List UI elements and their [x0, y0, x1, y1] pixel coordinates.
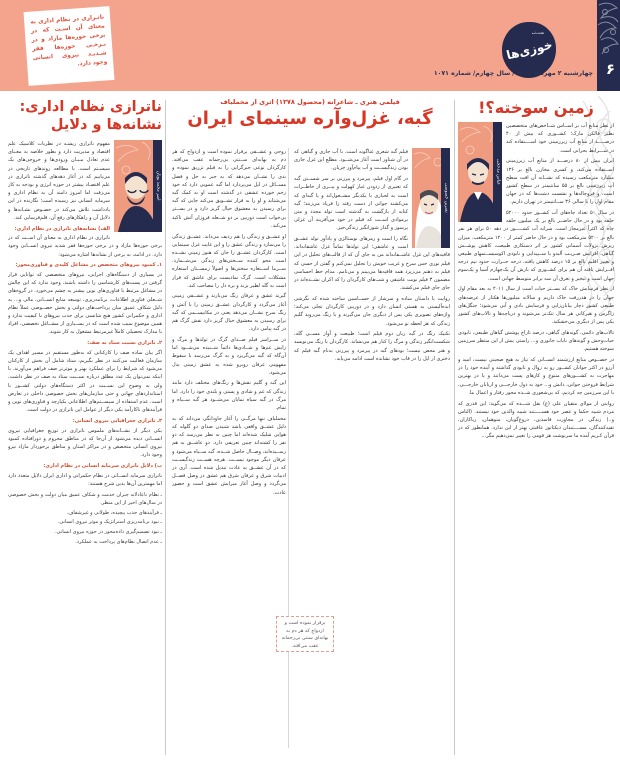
body-paragraph: یکی دیگر از نشــانه‌های ملموس ناترازی در توزیع جغرافیایی نیروی انســانی دیده می‌شود از آن‌جا که در مناطق محروم و دورافتاده کمبود نیروی انسانی متخصص و در مراکز استان و مناطق برخوردار مازاد نیرو وجود دارد.	[8, 427, 162, 459]
article-body	[8, 140, 162, 712]
column-rule	[288, 148, 289, 748]
body-paragraph: این گبه و گلیم نقش‌ها و رنگ‌های مختلف دارد مانند زندگی که غم و شادی و پستی و بلندی خود را دارد. اما مرگ در گبه سیاه نمایان می‌شــود هر گبه ســیاه و تمام.	[172, 380, 286, 412]
body-paragraph: از نظر منابع آب بر اســاس شــاخص‌های متخصصین نظیر فالکن مارک؛ کشــوری که بیش از ۴۰ درصـــــد از منابع آب زیرزمینی خود اســــتفاده کند در شـــرایط بحرانی است.	[506, 123, 614, 154]
logo-subtitle: هفته‌نامه	[531, 31, 544, 35]
body-paragraph: ناترازی سرمایه انســانی در نظام حکمرانی و اداری ایران دلایل متعدد دارد اما مهمترین آن‌ها بدین شرح هستند:	[8, 472, 162, 487]
body-paragraph: روایت با داستان ساده و سرشار از حســاسین ساخته شده که نگرشی ایده‌آلیستی به هستی انسان دارد و در دوربین کارگردان تجلی می‌کند؛ واژه‌های تصویری یکی پس از دیگری جان می‌گیرند و با رنگ می‌روید گلیم زندگی که هر لحظه نو می‌شود.	[294, 295, 450, 327]
body-paragraph: نگاه را است و رمزهای نوستالژی و یادآور تولد عشــق است و عاشقی؛ این تولدها تماماً غزل عاشقانه‌اند. قافیه‌های این غزل عاشــقانه‌اند من به جای آن که از قالب‌های تحلیل در این فیلم نوری حس سرخ و غریب خویش را تحلیل نمی‌کنم و گفتن از حسی که فیلم به ذهنم می‌ریزد همه قافیه‌ها می‌بینم و می‌نامم. مدام خط احساسی مضمون ۳ فیلم نوبت عاشقی و شب‌های کارگردان را که اکران نشــده‌اند در جای جای فیلم می‌کشند.	[294, 236, 450, 292]
body-paragraph: در خصــوص منابع ارزشمند انســانی که نیاز به هیچ صحبتی نیست، امید و آرزو در اکثر جوانان کشــور رو به زوال و نابودی گذاشته و آینده خود را در مهاجرت به کشـــورهای متنوع و کارهای پست می‌دانند و یا در بهترین شرایط فروختن جوانی، دانش و... خود به دول خارجـــی و اربابان خارجـــی، با این سرزمین چه کردیم، که بی‌شعوری شــده محور رفتار و اعمال ما.	[458, 356, 614, 396]
pull-quote: برقرار نموده است و ازدواج که هر دم به بهانه‌ای سنتی بی‌رحمانه عقب می‌افتد.	[276, 616, 334, 652]
body-paragraph: گیرند عشق و عرفان رنگ می‌بازند و عشــقی زمینی آغاز می‌گردد و کارگردان عشــق زمینی را با آتش و رنگ سرخ نشــان می‌دهد یعنی در مکانیســمی که گبه برای رسیدن به معشوق خیال گریز دارد نقش گرگ هم در گبه پیامی دارد.	[172, 293, 286, 333]
article-body	[458, 122, 614, 752]
body-paragraph: ۲ـ ناترازی نسبت ستاد به صف:	[87, 340, 162, 347]
date-line: چهارشنبه ۲ مهرماه ۱۴۰۴ / سال چهارم/ شماره ۱۰۷۱	[433, 70, 593, 77]
body-paragraph: فیلم گبه شعری غناگونه است، با آب جاری و گیاهی که در آن شناور است آغاز می‌شــود. مطلع این غزل جاری بودن زندگیســت و آب پیام‌آور جریان.	[294, 149, 408, 172]
body-paragraph: در ســراسر فیلم صــدای گرگ در تولدها و مرگ و زایش غم‌ها و شــادی‌ها دائماً شــنیده می‌شــود اما آن‌گاه که گبه می‌گریزد و به گرگ می‌رسد با سقوط مفهومی عرفان روبرو شده به عشق زمینی بدل می‌شود.	[172, 336, 286, 376]
title-line-1: ناترازی نظام اداری:	[19, 99, 162, 115]
highlight-quote-box	[24, 6, 115, 86]
body-paragraph: روایتی از مولای متقیان علی (ع) نقل شـــده که می‌گوید: این قدری که مردم شبیه حکما و عصر خود هســـــتند شبیه والدین خود نیستند. (الناس و..) زندگی در مجاورت فاسدین، دروغ‌گویان، متوهمان، ریاکاران، تقیه‌کنندگان، مســــتبدان دیکتاتور عاقبتی بهتر از این ندارد. همانطور که در قرآن کـریم آمده ما سرنوشت هر قومی را تغییر نمی‌دهیم مگر...	[458, 400, 614, 440]
column-rule	[165, 100, 166, 755]
body-paragraph: تکنیک رنگ در گبه زبان دوم فیلم است؛ طبیعت و آواز مســی گله، شکست‌انگیز زندگی و مرگ را کنار هم می‌نشاند. کارگردان با رنگ می‌نویسد و هنر محض نیست؛ بودهای گبه در پیرمرد و پیرزنی به‌نام گبه فیلم که دختری از ایل را در قاب خود نشانده است ادامه می‌یابد.	[294, 331, 450, 362]
body-paragraph: ـ نبود برنامه‌ریزی استراتژیک و موثر نیروی انسانی.	[57, 519, 162, 526]
article-paragraphs	[172, 148, 286, 497]
author-photo	[412, 148, 450, 248]
article-admin-imbalance	[8, 98, 162, 712]
title-line-2: نشانه‌ها و دلایل	[50, 117, 162, 133]
body-paragraph: در بسیاری از دستگاه‌های اجرایی، نیروهای متخصصی که توانایی قرار گرفتن در پست‌های کارشناسی را داشته باشند، وجود ندارد که این چالش در مشاغل مرتبط با فناوری‌های نوین بیشتر به چشم می‌خورد. در گروه‌های شــغلی فناوری اطلاعات، برنامه‌ریزی، توسعه منابع انســانی، مالی و... به دلیل شکاف عمیق میان پرداخت‌های دولتی و بخش خصــوصی عملاً نظام اداری و حکمرانی کشور هیچ شانسی برای جذب نیروهای با کیفیت ندارد و همین موضوع سبب شده است که در بســیاری از مشــاغل تخصصی، افراد با مدارک تحصیلی کاملاً غیرمرتبط مشغول به کار شوند.	[8, 272, 162, 336]
quote-text: ناتـرازی در نظام اداری به معنای آن اسـت که در برخی حوزه‌ها مازاد و در بـرخـی حوزه‌ها فقر شـدیـد نیروی انسانی وجود دارد.	[30, 14, 108, 68]
author-name-strip: عباس مدحجی	[493, 122, 502, 222]
body-paragraph: ـ عدم اتصال نظام‌های پرداخت به عملکرد.	[75, 538, 162, 545]
article-scorched-earth	[458, 98, 614, 752]
body-paragraph: الف) نشانه‌های ناترازی در نظام اداری:	[14, 225, 110, 232]
article-column-left	[172, 148, 286, 751]
page-number: ۶	[605, 60, 615, 78]
body-paragraph: ب) دلایل ناترازی سرمایه انسانی در نظام اداری:	[43, 463, 162, 470]
author-name-strip: امیر محمد پویان	[153, 140, 162, 232]
article-title: زمین سوخته؟!	[478, 98, 594, 117]
article-gabbeh-review	[170, 98, 450, 496]
article-title	[8, 98, 162, 134]
body-paragraph: او عشــق و زندگی را هم ردیف می‌داند. عشــق زندگی را می‌سازد و زندگی عشق را و این غایت غزل سینمایی است. کارگردان عشــق را جان که هنوز زمینی نشــده است محو کننده ســختی‌های زندگی می‌شــمارد. ســرما اســتعاره سختی‌ها و اصولاً زمســتان استعاره مشکلات است. گرگ نمادیست برای عاشق که قرار است به گله لطیر بزند و بره دل را مصاحب کند.	[172, 233, 286, 289]
floral-pattern-icon	[597, 0, 620, 60]
body-paragraph: اگر بیان ساده صف را کارکنانی که به‌طور مستقیم در مسیر اهداف یک سازمان فعالیت می‌کنند در نظر بگیریم، ستاد شامل آن بخش از کارکنان می‌شود که شرایط را برای عملکرد بهتر و موثرتر صف فراهم می‌آورند. با اینکه نمی‌توان یک عدد مطلق درباره نســبت ستاد به صف در نظر داشت، ولی به وضوح این نســبت در اکثر دستگاه‌های دولتی کشــور با استانداردهای جهانی و حتی سازمان‌های بخش خصوصی داخلی در تعارض است. عدم استفاده از سیســتم‌های اطلاعاتی یکپارچه و فناوری‌های نوین و فرآیندهای ناکارآمد یکی دیگر از عوامل این ناترازی در دولت است.	[8, 349, 162, 414]
author-photo	[458, 122, 502, 222]
body-paragraph: تالاب‌های دائمی، گونه‌های گیاهی، درصد تاراج پوشش گیاهان طبیعی، نابودی حیات‌وحش و گونه‌های نایاب جانوری و... راستی بیش از این منتظر سرزمین سوخته هستیم.	[458, 329, 614, 353]
article-kicker: فیلمی هنری ـ شاعرانه (محصول ۱۳۷۸) اثری از مخملباف	[220, 98, 400, 106]
author-photo	[114, 140, 162, 232]
body-paragraph: ایران بیش از ۸۰ درصـــد از منابع آب زیرزمینی اســتفاده می‌کند، و کسری مخازن بالغ بر ۱۳۶ میلیارد مترمکعب رسیده که نشــانه آن افت سطح آب زیرزمینی بالغ بر ۵۵ سانتیمتر در سطح کشور است، و فروچاله‌ها و نشست دشت‌ها که در جهان مقام اول را با سالی ۳۶ ســانتیمتر در تهران داریم.	[506, 158, 614, 206]
body-paragraph: مفهوم ناترازی ریشـه در نظریات کلاسیک علم اقتصاد و مدیریت دارد و بطور خلاصه به معـنای عدم تعادل مـیـان ورودی‌ها و خروجی‌های یک سیسـتم است. با مطالعه روندهای تاریخی در می‌یابیم که در آغاز دهه‌های گذشته ناترازی در علم اقتصـاد بیشتر در حوزه انرژی و بودجه به کار می‌رفت اما امروز دامنه آن به نظام اداری و سرمایه انسانی نیز رسیده است؛ نگارنده در این یادداشت تلاش می‌کند در خصـوص نشـانه‌ها و دلایل آن و راهکارهای رفع آن، قلم‌فرسایی کند.	[8, 141, 110, 221]
body-paragraph: از نظر فرسایش خاک که بســتر حیات است از سال ۲۰۱۱ به بعد مقام اول جهان را در هدررفت خاک داریم و سالانه میلیون‌ها هکتار از عرصه‌های طبیعی کشور دچار بیابان‌زایی و فرسایش بادی و آبی می‌شود؛ جنگل‌های زاگرس و هیرکانی هر سال تنک‌تر می‌شوند و دریاچه‌ها و تالاب‌های کشور یکی پس از دیگری می‌خشکند.	[458, 286, 614, 326]
column-rule	[454, 100, 455, 755]
body-paragraph: روحی و عشــقی برقرار نموده است و ازدواج که هر دم به بهانه‌ای ســنتی بی‌رحمانه عقب می‌افتد. کارگردان نوعی جبرگرایی را به فیلم تزریق نموده و بدی را نشــان می‌دهد که به جبر به حل و فصل مســائل در ایل می‌پردازد اما گبه عمویی دارد که خود زخم خورده عشقی در گذشته است او به کمک گبه می‌شتابد و او را به فرار تشــویق می‌کند جایی که گبه برای رسیدن به معشوق خیال گریز دارد و در بســتر بی‌خواب است دوربین بر دو شــعله فروزان آتش تاکید می‌کند.	[172, 149, 286, 229]
article-title: گبه، غزل‌وآره سینمای ایران	[187, 108, 433, 129]
body-paragraph: ـ نظام ناعادلانه جبران خدمت و شکاف عمیق میان دولت و بخش خصوصی در سال‌های اخیر از این منظر.	[8, 491, 162, 506]
article-column-right	[294, 148, 450, 751]
author-name-strip: نسرین خصوصی	[441, 148, 450, 248]
masthead-band	[0, 0, 620, 91]
logo-title: خوزی‌ها	[504, 37, 554, 63]
body-paragraph: در گام اول فیلم، پیرمرد و پیرزنی بر سر شســتن گبه که تعبیری از زدودن غبار کهولت و پیــری از خاطــرات است به لجبازی با یکدیگر مشــغول‌اند و با گبه‌ای که می‌کشند جوانی از دست رفته را فریاد می‌زنند؛ گبه کنایه از بازگشت به گذشته است تولد مجدد و متن برموادی اســت که فیلم در خود می‌آفریند آن غزلی پرسوز و گداز شورانگیز زندگی‌خیز.	[294, 176, 408, 232]
body-paragraph: ـ نبود تصمیم‌گیری داده‌محور در حوزه نیروی انسانی.	[55, 528, 162, 535]
body-paragraph: ـ فرآیندهای جذب پیچیده، طولانی و غیرشفاف.	[66, 509, 162, 516]
body-paragraph: ۱ـ کمبود نیروهای متخصص در مشاغل کلیدی و فناوری‌محور:	[15, 262, 162, 269]
body-paragraph: ناترازی در نظام اداری به معنای آن اســت که در برخی حوزه‌ها مازاد و در برخی حوزه‌ها فقر شدید نیروی انســانی وجود دارد. در ادامه، به برخی از نشانه‌ها اشاره می‌شود:	[8, 235, 162, 258]
body-paragraph: مخملباف تنها مرگــی را آغاز جاودانگی می‌داند که به دلیل عشــق واقعی باشد شنیدن صدای دو گلوله که هوایی شلیک شده‌اند اما چنین به نظر می‌رسد که دو نفر را کشته‌اند چنین تعریفی دارد. دو عاشــق به هم رســیده‌اند، وصــال حاصل شــده، گبه ســیاه می‌شود و عرفان دیگر موجود نیســت. هرچه هســت زندگیســت که در آن عشــق به عادت تبدیل شده است. آری در ادبیات شرق و عرفان شرق هم عشق در وصل فصــل می‌گردد و وصل آغاز میرایش عشق است و حضور عادت.	[172, 415, 286, 496]
body-paragraph: ۳ـ ناترازی جغرافیایی نیروی انسانی:	[72, 418, 162, 424]
body-paragraph: در سال ۵۰ تعداد چاه‌های آب کشــور حدود ۵۲۰۰۰ حلقه بود و در حال حاضــر بالغ بر یک میلیون حلقه چاه که اکثراً غیرمجاز است. سرانه آب کشـــــور در دهه ۵۰ برای هر نفر بالغ بر ۵۲۰۰ مترمکعب بود و در حال حاضر کمتر از ۱۲۰۰ مترمکعب. میزان ریزش نزولات آسمانی کشور بر اثر دستکاری طبیعت، کاهش پوشــش گیاهی، افزایش ضـریـب آلبدو یا ســپیدایی و نابودی اکوسیســتمهای طبیعی و تغییر اقلیم بالغ بر ۱۵ درصد کاهش یافته، درجه حــرارت حدود نیم درجه افــزایش یافته آن هم برای کشــوری که بارش آن یک‌چهارم آسیا و یک‌سوم جهان است و تبخیر و تعرق آن سه برابر متوسط جهانی است.	[458, 210, 614, 282]
